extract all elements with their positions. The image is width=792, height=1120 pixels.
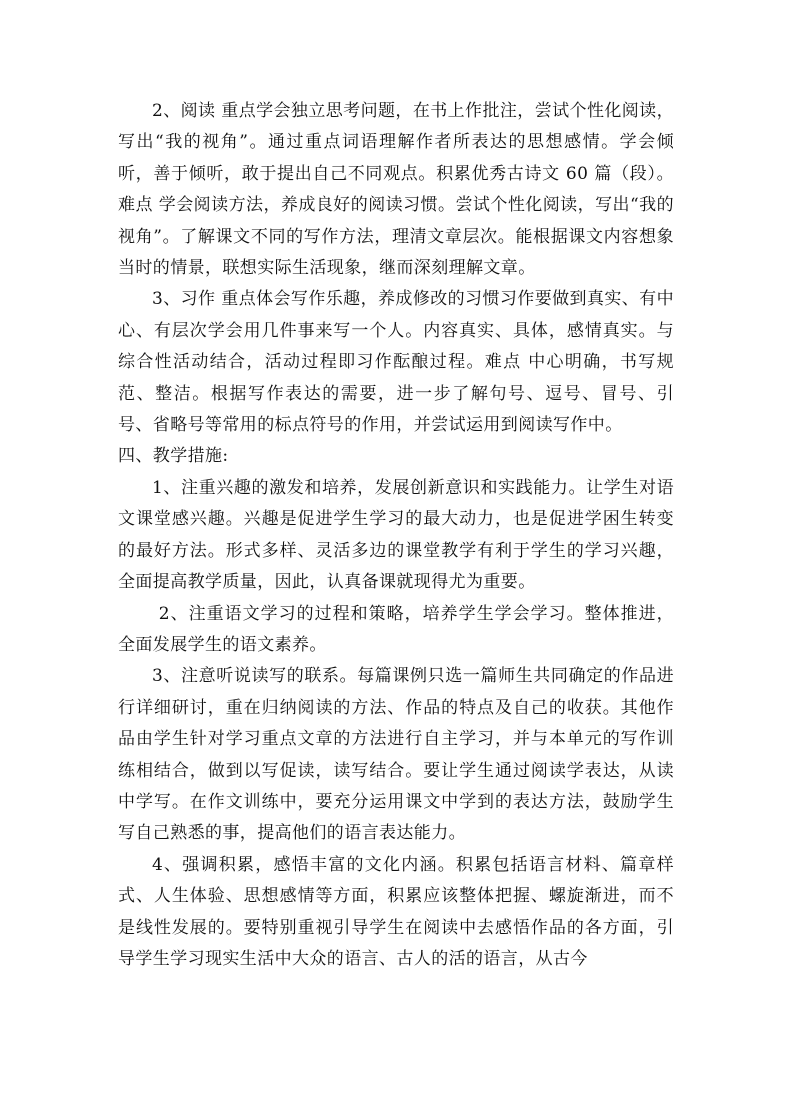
paragraph-measure-4: 4、强调积累，感悟丰富的文化内涵。积累包括语言材料、篇章样式、人生体验、思想感情等方面，积累应该整体把握、螺旋渐进，而不是线性发展的。要特别重视引导学生在阅读中去感悟作品的各方面，引导学生学习现实生活中大众的语言、古人的活的语言，从古今 xyxy=(118,854,674,969)
paragraph-writing-goals: 3、习作 重点体会写作乐趣，养成修改的习惯习作要做到真实、有中心、有层次学会用几件事来写一个人。内容真实、具体，感情真实。与综合性活动结合，活动过程即习作酝酿过程。难点 中心明确，书写规范、整洁。根据写作表达的需要，进一步了解句号、逗号、冒号、引号、省略号等常用的标点符号的作用，并尝试运用到阅读写作中。 xyxy=(118,289,674,436)
paragraph-measure-3: 3、注意听说读写的联系。每篇课例只选一篇师生共同确定的作品进行详细研讨，重在归纳阅读的方法、作品的特点及自己的收获。其他作品由学生针对学习重点文章的方法进行自主学习，并与本单元的写作训练相结合，做到以写促读，读写结合。要让学生通过阅读学表达，从读中学写。在作文训练中，要充分运用课文中学到的表达方法，鼓励学生写自己熟悉的事，提高他们的语言表达能力。 xyxy=(118,666,674,844)
paragraph-measure-1: 1、注重兴趣的激发和培养，发展创新意识和实践能力。让学生对语文课堂感兴趣。兴趣是促进学生学习的最大动力，也是促进学困生转变的最好方法。形式多样、灵活多边的课堂教学有利于学生的学习兴趣，全面提高教学质量，因此，认真备课就现得尤为重要。 xyxy=(118,477,674,593)
section-heading-teaching-measures: 四、教学措施: xyxy=(118,446,229,467)
paragraph-reading-goals: 2、阅读 重点学会独立思考问题，在书上作批注，尝试个性化阅读，写出“我的视角”。通过重点词语理解作者所表达的思想感情。学会倾听，善于倾听，敢于提出自己不同观点。积累优秀古诗文 60 篇（段）。难点 学会阅读方法，养成良好的阅读习惯。尝试个性化阅读，写出“我的视角”。了解课文不同的写作方法，理清文章层次。能根据课文内容想象当时的情景，联想实际生活现象，继而深刻理解文章。 xyxy=(118,101,674,279)
paragraph-measure-2: 2、注重语文学习的过程和策略，培养学生学会学习。整体推进，全面发展学生的语文素养。 xyxy=(118,603,674,655)
document-body xyxy=(118,96,674,975)
